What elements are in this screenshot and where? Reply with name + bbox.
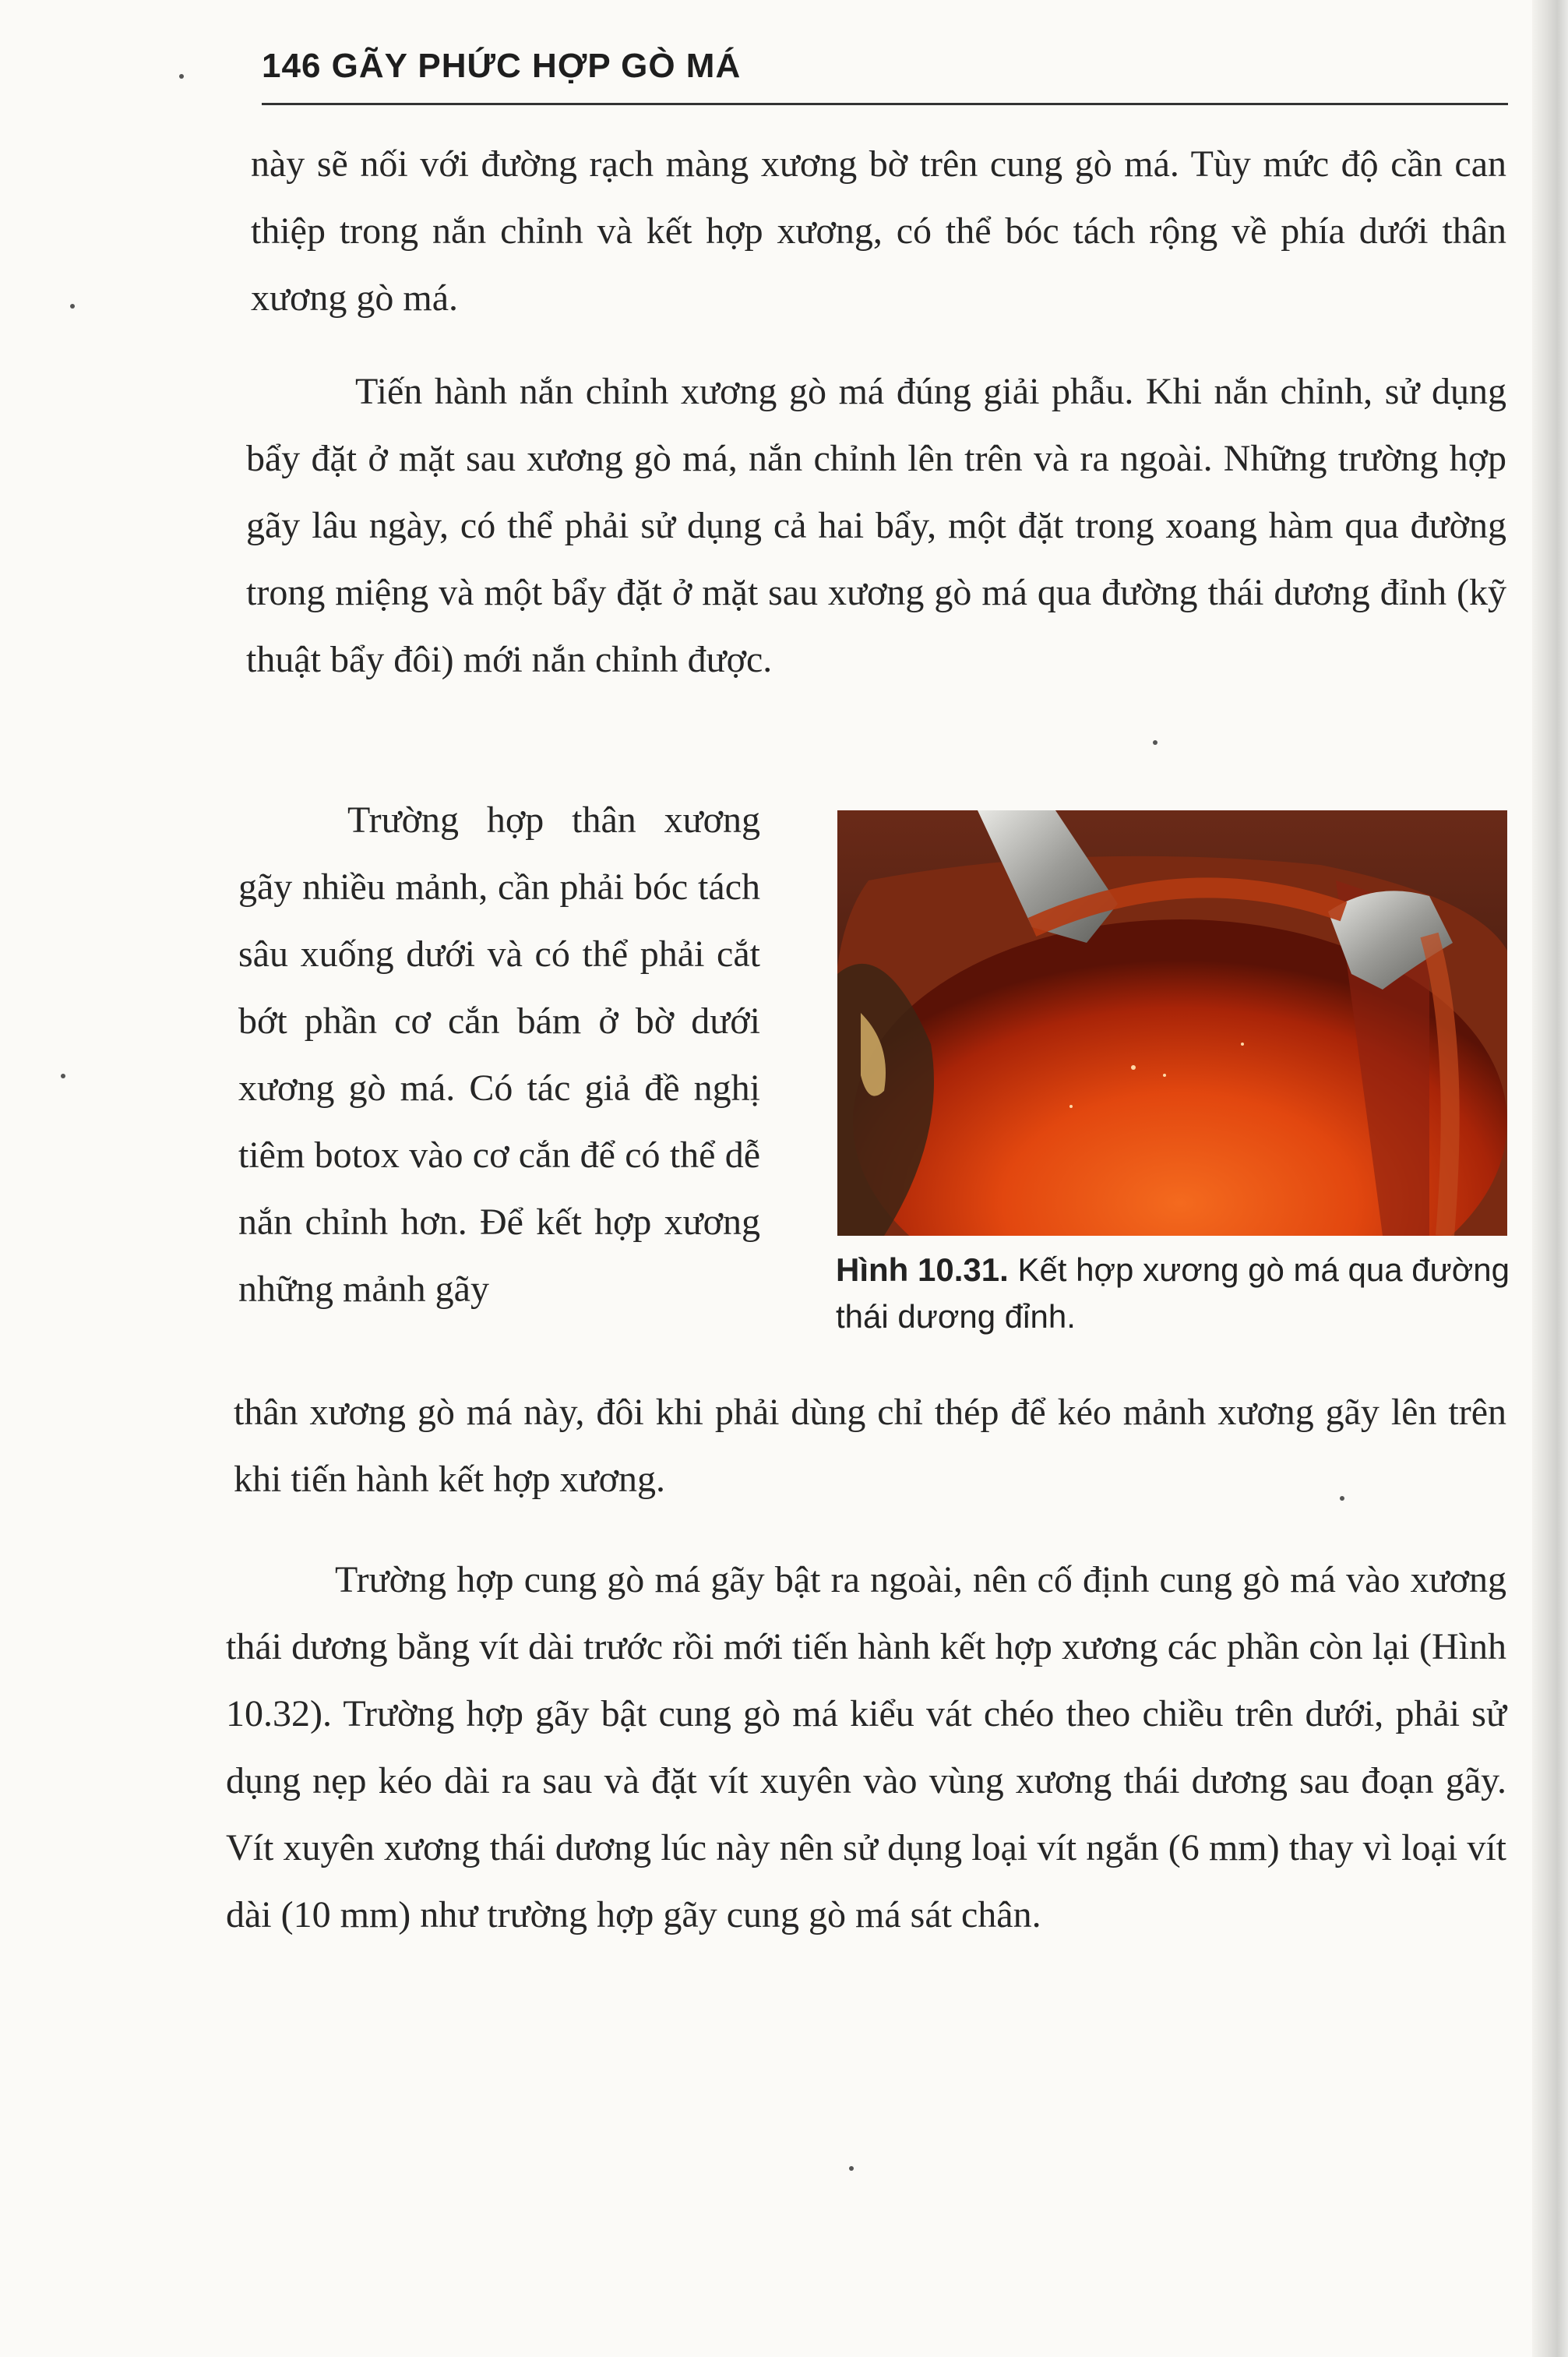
surgical-photo [837,810,1507,1236]
paragraph-4: Trường hợp cung gò má gãy bật ra ngoài, nên cố định cung gò má vào xương thái dương bằng vít dài trước rồi mới tiến hành kết hợp xương các phần còn lại (Hình 10.32). Trường hợp gãy bật cung gò má kiểu vát chéo theo chiều trên dưới, phải sử dụng nẹp kéo dài ra sau và đặt vít xuyên vào vùng xương thái dương sau đoạn gãy. Vít xuyên xương thái dương lúc này nên sử dụng loại vít ngắn (6 mm) thay vì loại vít dài (10 mm) như trường hợp gãy cung gò má sát chân. [226,1559,1506,1935]
paragraph-3-continuation: thân xương gò má này, đôi khi phải dùng chỉ thép để kéo mảnh xương gãy lên trên khi tiến hành kết hợp xương. [234,1392,1506,1500]
figure-caption-label: Hình 10.31. [836,1251,1009,1288]
paragraph-1: này sẽ nối với đường rạch màng xương bờ trên cung gò má. Tùy mức độ cần can thiệp trong nắn chỉnh và kết hợp xương, có thể bóc tách rộng về phía dưới thân xương gò má. [251,143,1506,319]
scan-speck [1340,1496,1344,1501]
paragraph-3-left-column: Trường hợp thân xương gãy nhiều mảnh, cần phải bóc tách sâu xuống dưới và có thể phải cắt bớt phần cơ cắn bám ở bờ dưới xương gò má. Có tác giả đề nghị tiêm botox vào cơ cắn để có thể dễ nắn chỉnh hơn. Để kết hợp xương những mảnh gãy [238,799,760,1310]
page-edge-shadow [1532,0,1568,2357]
page-header-title: 146 GÃY PHỨC HỢP GÒ MÁ [262,47,742,85]
figure-caption [836,1247,1513,1340]
scan-speck [849,2166,854,2171]
scan-speck [179,74,184,79]
scan-speck [1153,740,1158,745]
page-header [262,41,1508,105]
scan-speck [70,304,75,309]
figure-caption-text: Kết hợp xương gò má qua đường thái dương đỉnh. [836,1251,1510,1335]
scan-speck [61,1074,65,1078]
paragraph-2: Tiến hành nắn chỉnh xương gò má đúng giải phẫu. Khi nắn chỉnh, sử dụng bẩy đặt ở mặt sau xương gò má, nắn chỉnh lên trên và ra ngoài. Những trường hợp gãy lâu ngày, có thể phải sử dụng cả hai bẩy, một đặt trong xoang hàm qua đường trong miệng và một bẩy đặt ở mặt sau xương gò má qua đường thái dương đỉnh (kỹ thuật bẩy đôi) mới nắn chỉnh được. [246,371,1506,680]
